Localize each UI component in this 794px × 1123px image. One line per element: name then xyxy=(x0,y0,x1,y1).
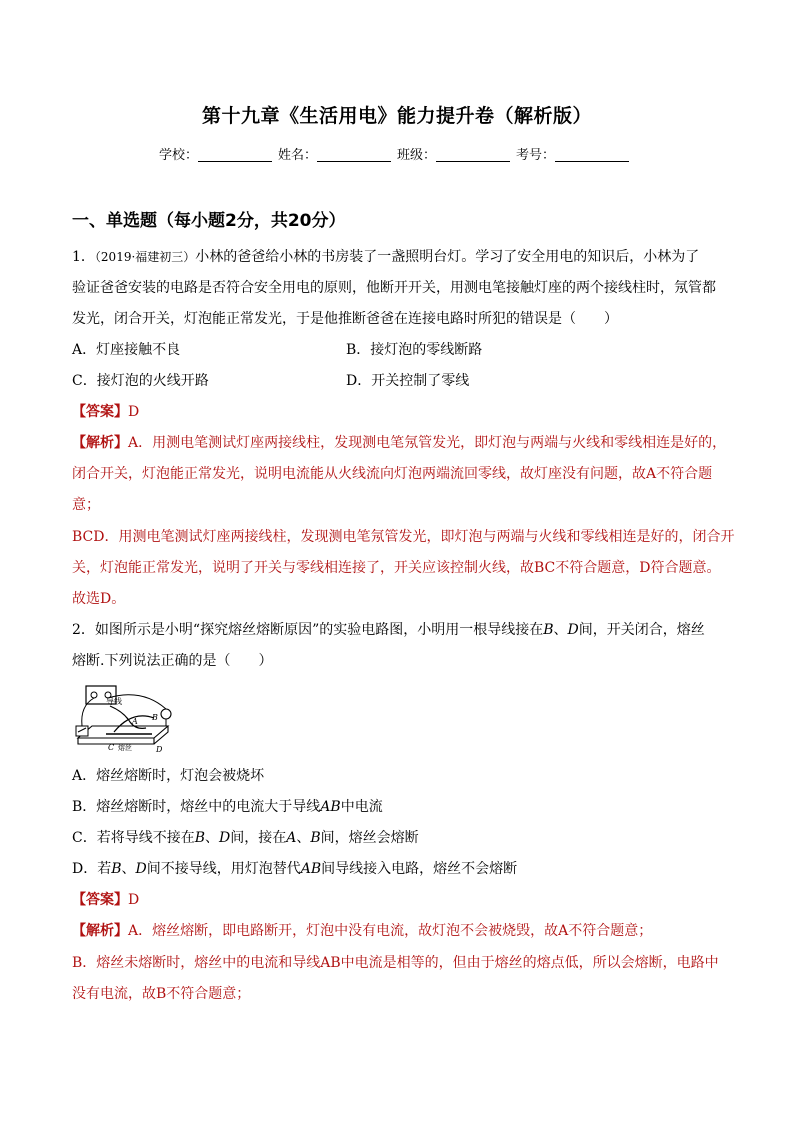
q1-analysis-text-1: A．用测电笔测试灯座两接线柱，发现测电笔氖管发光，即灯泡与两端与火线和零线相连是好的， xyxy=(128,435,727,451)
fuse-label: 熔丝 xyxy=(118,744,132,752)
q2-option-d-b: B xyxy=(111,861,122,877)
q2-option-d-text-1: D．若 xyxy=(72,861,112,877)
q2-option-d-ab: AB xyxy=(300,861,322,877)
q2-option-c-sep-2: 、 xyxy=(296,830,311,846)
q2-option-d-d: D xyxy=(135,861,147,877)
q1-analysis-label: 【解析】 xyxy=(72,435,128,451)
q2-option-d xyxy=(72,859,727,879)
q2-analysis-line-1 xyxy=(72,921,727,941)
name-blank[interactable] xyxy=(317,147,391,162)
q2-option-c-b2: B xyxy=(310,830,321,846)
q2-text-1-end: 间，开关闭合，熔丝 xyxy=(578,622,705,638)
q2-option-c-text-1: C．若将导线不接在 xyxy=(72,830,195,846)
q1-analysis-line-1 xyxy=(72,433,727,453)
q2-analysis-line-2: B．熔丝未熔断时，熔丝中的电流和导线AB中电流是相等的，但由于熔丝的熔点低，所以会熔断，电路中 xyxy=(72,955,719,971)
fig-point-a: A xyxy=(132,717,138,726)
q1-analysis-line-5: 关，灯泡能正常发光，说明了开关与零线相连接了，开关应该控制火线，故BC不符合题意，D符合题意。 xyxy=(72,560,721,576)
q2-option-b-text-2: 中电流 xyxy=(340,799,383,815)
lamp-icon xyxy=(161,709,171,719)
q2-option-c-a: A xyxy=(286,830,297,846)
q1-source: （2019·福建初三） xyxy=(94,250,196,264)
number-blank[interactable] xyxy=(555,147,629,162)
q2-answer-label: 【答案】 xyxy=(72,892,128,908)
q1-text-1: 小林的爸爸给小林的书房装了一盏照明台灯。学习了安全用电的知识后，小林为了 xyxy=(195,249,700,265)
q2-line-1 xyxy=(72,620,727,640)
q2-option-c xyxy=(72,828,727,848)
q1-answer-value: D xyxy=(128,404,140,420)
q2-analysis-label: 【解析】 xyxy=(72,923,128,939)
school-blank[interactable] xyxy=(198,147,272,162)
q2-option-b-ab: AB xyxy=(320,799,341,815)
q2-point-b: B xyxy=(543,622,554,638)
q2-point-d: D xyxy=(567,622,579,638)
q2-option-b-text-1: B．熔丝熔断时，熔丝中的电流大于导线 xyxy=(72,799,321,815)
page-title: 第十九章《生活用电》能力提升卷（解析版） xyxy=(201,105,592,127)
q1-line-1 xyxy=(72,247,727,267)
q1-line-3: 发光，闭合开关，灯泡能正常发光，于是他推断爸爸在连接电路时所犯的错误是（ ） xyxy=(72,311,618,327)
wire-label: 导线 xyxy=(106,697,122,706)
class-label: 班级： xyxy=(397,148,437,163)
name-label: 姓名： xyxy=(277,148,317,163)
q1-option-b: B．接灯泡的零线断路 xyxy=(346,342,483,358)
fig-point-d: D xyxy=(156,745,163,754)
q2-option-c-text-2: 间，接在 xyxy=(230,830,287,846)
q2-line-2: 熔断.下列说法正确的是（ ） xyxy=(72,653,273,669)
q2-option-c-b: B xyxy=(194,830,206,846)
q2-option-a: A．熔丝熔断时，灯泡会被烧坏 xyxy=(72,768,265,784)
q2-option-c-sep-1: 、 xyxy=(205,830,220,846)
switch-icon xyxy=(76,726,88,736)
section-heading: 一、单选题（每小题2分，共20分） xyxy=(72,211,346,231)
q2-option-d-text-2: 间不接导线，用灯泡替代 xyxy=(146,861,301,877)
q2-option-c-d: D xyxy=(219,830,231,846)
school-label: 学校： xyxy=(158,148,198,163)
q2-text-1: 2．如图所示是小明“探究熔丝熔断原因”的实验电路图，小明用一根导线接在 xyxy=(72,622,544,638)
q2-analysis-text-1: A．熔丝熔断，即电路断开，灯泡中没有电流，故灯泡不会被烧毁，故A不符合题意； xyxy=(128,923,653,939)
fig-point-b: B xyxy=(152,713,158,722)
class-blank[interactable] xyxy=(436,147,510,162)
q2-sep: 、 xyxy=(553,622,568,638)
q1-option-c: C．接灯泡的火线开路 xyxy=(72,373,209,389)
q1-answer-label: 【答案】 xyxy=(72,404,128,420)
q2-answer-value: D xyxy=(128,892,140,908)
q1-analysis-line-3: 意； xyxy=(72,497,100,513)
q2-option-c-text-3: 间，熔丝会熔断 xyxy=(320,830,419,846)
q1-analysis-line-6: 故选D。 xyxy=(72,591,126,607)
q1-line-2: 验证爸爸安装的电路是否符合安全用电的原则，他断开开关，用测电笔接触灯座的两个接线柱时，氖管都 xyxy=(72,280,716,296)
q1-number: 1． xyxy=(72,249,95,265)
q2-option-d-text-3: 间导线接入电路，熔丝不会熔断 xyxy=(321,861,518,877)
q2-analysis-line-3: 没有电流，故B不符合题意； xyxy=(72,986,251,1002)
q1-option-a: A．灯座接触不良 xyxy=(72,342,181,358)
number-label: 考号： xyxy=(516,148,556,163)
circuit-figure xyxy=(72,682,184,754)
q2-option-b xyxy=(72,797,727,817)
q1-analysis-line-2: 闭合开关，灯泡能正常发光，说明电流能从火线流向灯泡两端流回零线，故灯座没有问题，故A不符合题 xyxy=(72,466,713,482)
q1-answer-line xyxy=(72,402,727,422)
q1-analysis-line-4: BCD．用测电笔测试灯座两接线柱，发现测电笔氖管发光，即灯泡与两端与火线和零线相连是好的，闭合开 xyxy=(72,529,735,545)
student-info-line xyxy=(0,144,794,163)
q2-answer-line xyxy=(72,890,727,910)
board-shape xyxy=(78,726,168,738)
q1-option-d: D．开关控制了零线 xyxy=(346,373,470,389)
fig-point-c: C xyxy=(108,743,115,752)
q2-option-d-sep: 、 xyxy=(121,861,136,877)
